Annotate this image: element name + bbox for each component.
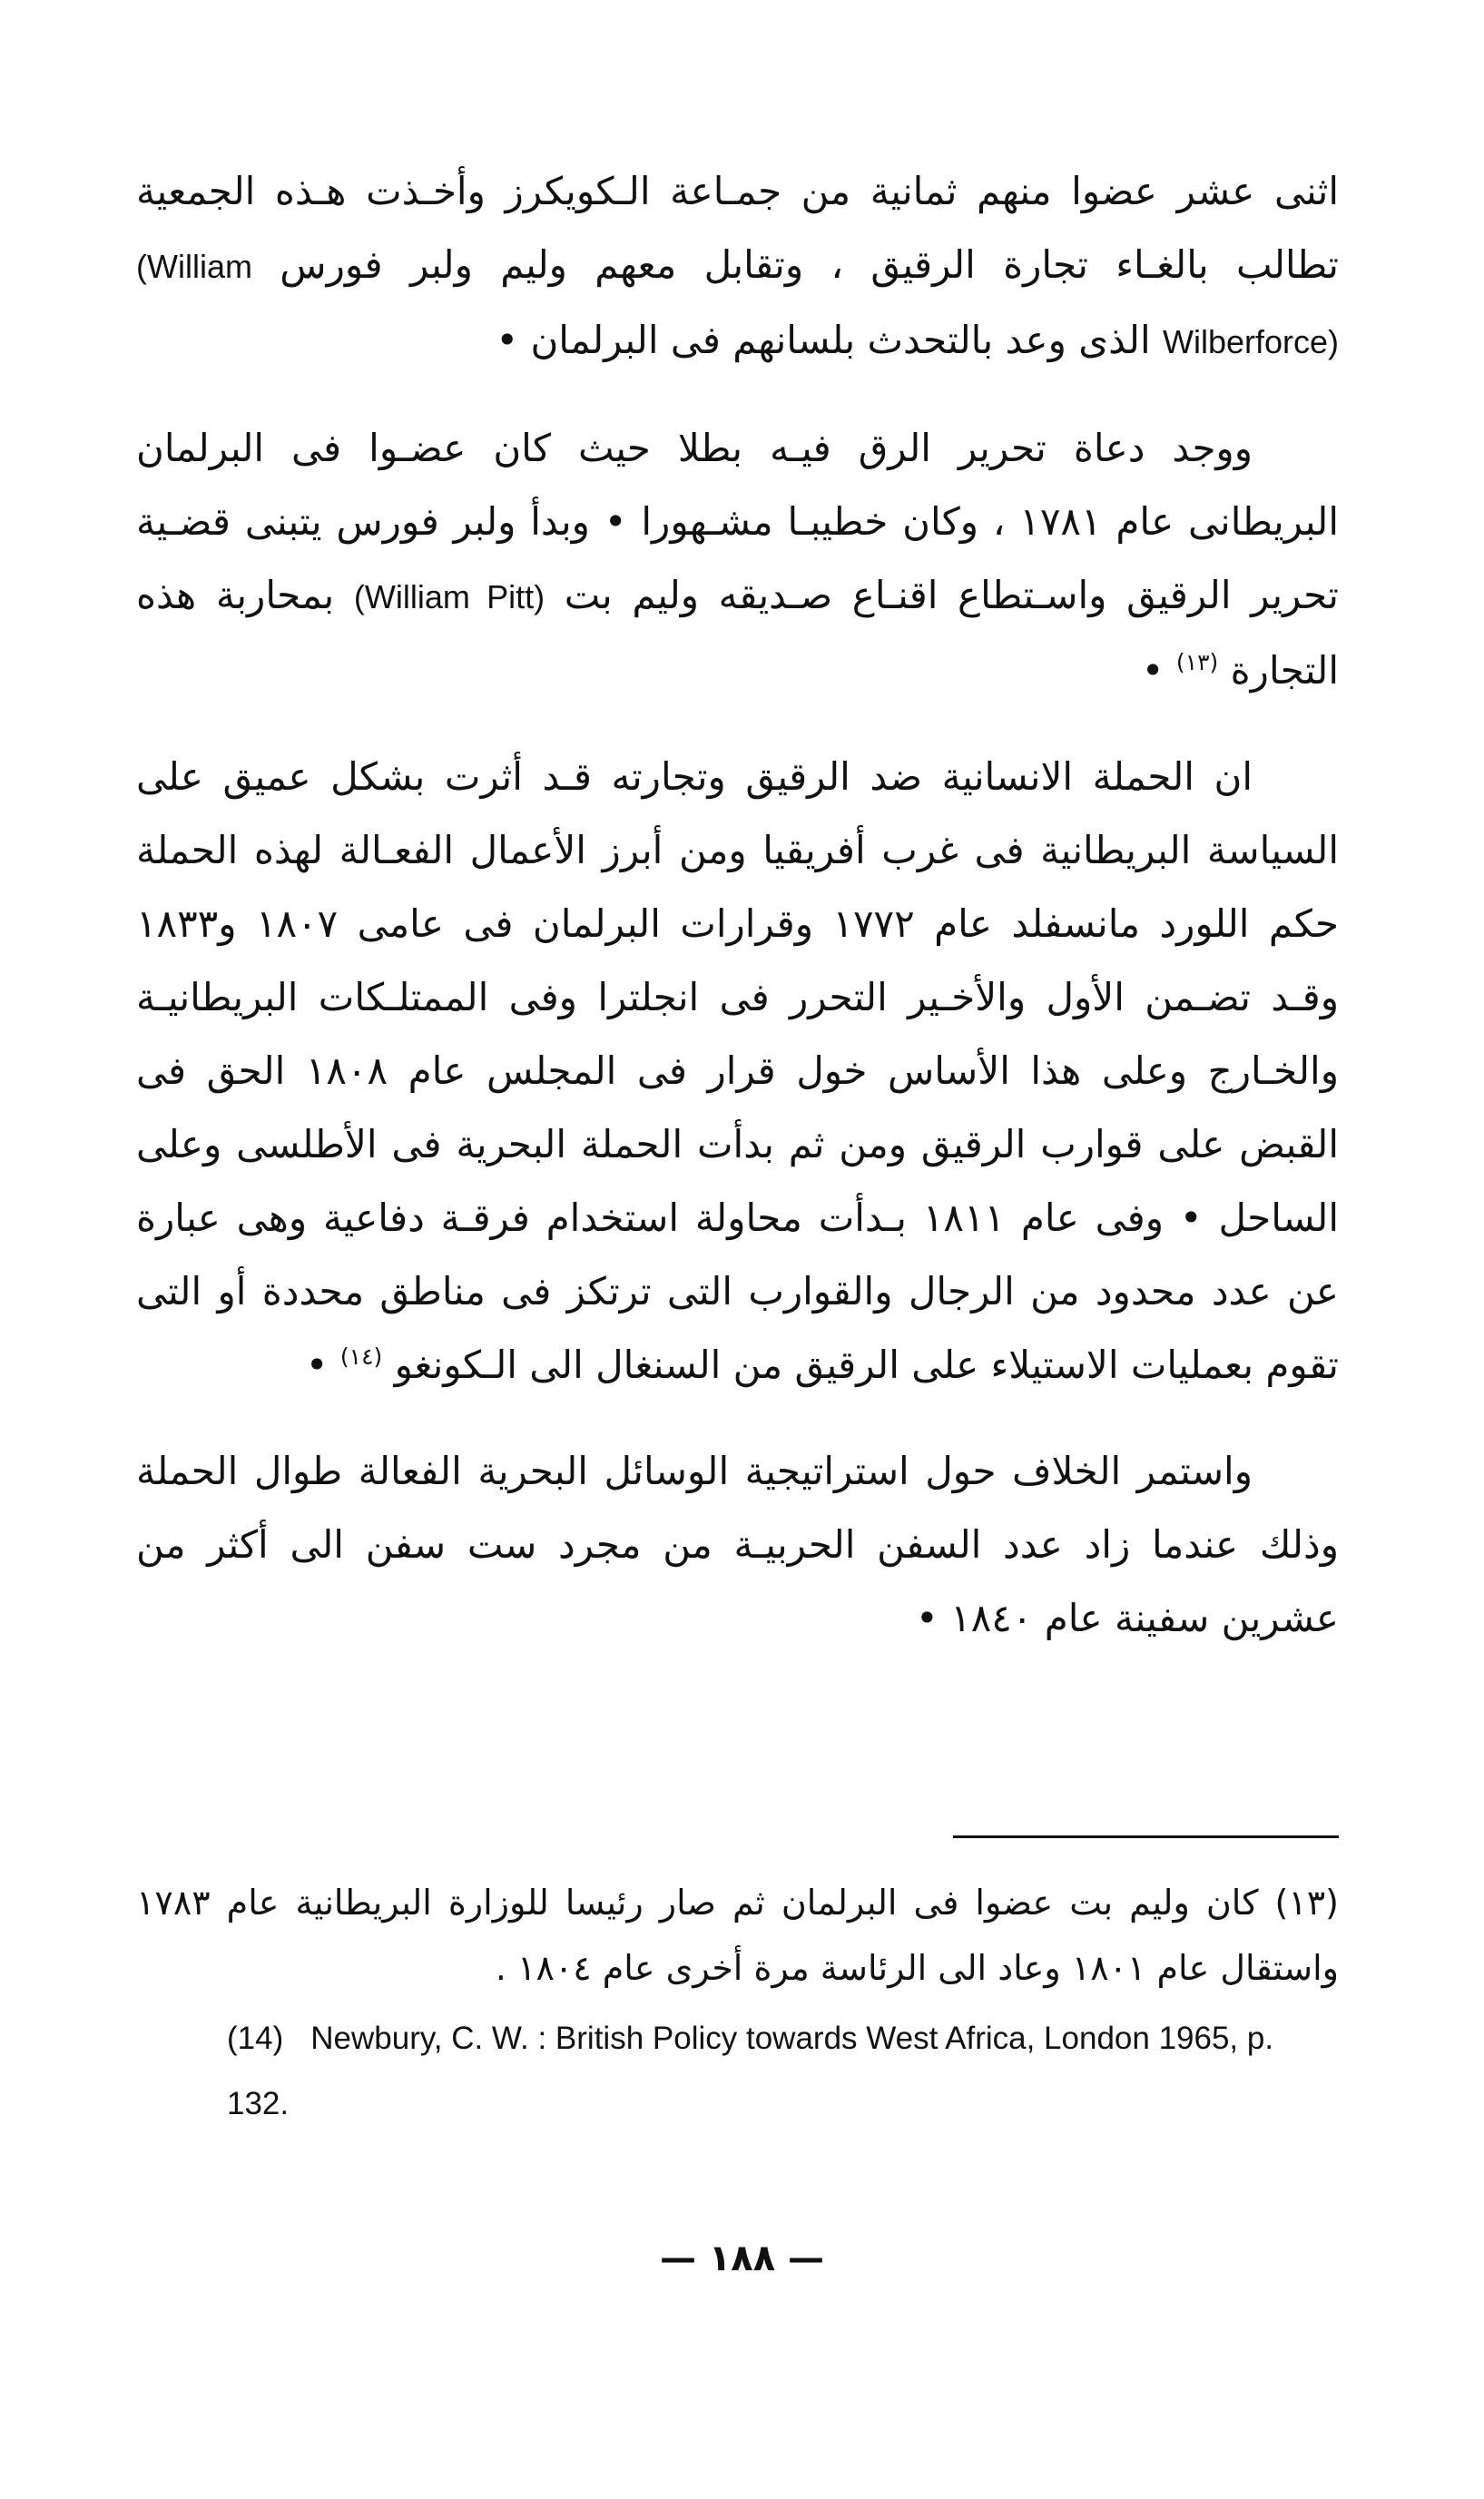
footnote-ref-14: (١٤) xyxy=(339,1343,383,1370)
paragraph-1 xyxy=(136,154,1339,379)
paragraph-3 xyxy=(136,740,1339,1402)
paragraph-1-text-end: الذى وعد بالتحدث بلسانهم فى البرلمان • xyxy=(496,318,1163,362)
footnotes xyxy=(136,1870,1339,2137)
footnote-14-number: (14) xyxy=(227,2021,284,2056)
footnote-13: (١٣) كان وليم بت عضوا فى البرلمان ثم صار رئيسا للوزارة البريطانية عام ١٧٨٣ واستقال عام ١٨٠١ وعاد الى الرئاسة مرة أخرى عام ١٨٠٤ . xyxy=(136,1883,1339,1988)
paragraph-4 xyxy=(136,1434,1339,1655)
paragraph-2 xyxy=(136,411,1339,707)
paragraph-3-text: ان الحملة الانسانية ضد الرقيق وتجارته قـد أثرت بشكل عميق على السياسة البريطانية فى غرب أفريقيا ومن أبرز الأعمال الفعـالة لهذه الحملة حكم اللورد مانسفلد عام ١٧٧٢ وقرارات البرلمان فى عامى ١٨٠٧ و١٨٣٣ وقـد تضـمن الأول والأخـير التحرر فى انجلترا وفى الممتلـكات البريطانيـة والخـارج وعلى هذا الأساس خول قرار فى المجلس عام ١٨٠٨ الحق فى القبض على قوارب الرقيق ومن ثم بدأت الحملة البحرية فى الأطلسى وعلى الساحل • وفى عام ١٨١١ بـدأت محاولة استخدام فرقـة دفاعية وهى عبارة عن عدد محدود من الرجال والقوارب التى ترتكز فى مناطق محددة أو التى تقوم بعمليات الاستيلاء على الرقيق من السنغال الى الـكونغو xyxy=(136,754,1339,1387)
footnote-14-text: Newbury, C. W. : British Policy towards West Africa, London 1965, p. 132. xyxy=(227,2021,1274,2121)
footnote-divider xyxy=(953,1835,1339,1838)
paragraph-2-text-end: بمحاربة هذه التجارة xyxy=(136,573,1339,693)
footnote-ref-13: (١٣) xyxy=(1175,649,1219,675)
paragraph-2-end-mark: • xyxy=(1141,648,1176,693)
latin-name-wilberforce: (William Wilberforce) xyxy=(136,248,1339,360)
paragraph-4-text: واستمر الخلاف حول استراتيجية الوسائل البحرية الفعالة طوال الحملة وذلك عندما زاد عدد السفن الحربيـة من مجرد ست سفن الى أكثر من عشرين سفينة عام ١٨٤٠ • xyxy=(136,1449,1339,1640)
paragraph-3-end-mark: • xyxy=(305,1343,340,1387)
footnote-14 xyxy=(136,2006,1339,2137)
latin-name-pitt: (William Pitt) xyxy=(353,578,545,615)
page-number: — ١٨٨ — xyxy=(659,2238,825,2279)
page-body xyxy=(136,154,1339,1655)
paragraph-1-text: اثنى عشر عضوا منهم ثمانية من جمـاعة الـكويكرز وأخـذت هـذه الجمعية تطالب بالغـاء تجارة الرقيق ، وتقابل معهم وليم ولبر فورس xyxy=(136,169,1339,287)
paragraph-2-text: ووجد دعاة تحرير الرق فيـه بطلا حيث كان عضـوا فى البرلمان البريطانى عام ١٧٨١ ، وكان خطيبـا مشـهورا • وبدأ ولبر فورس يتبنى قضـية تحرير الرقيق واسـتطاع اقنـاع صـديقه وليم بت xyxy=(136,426,1339,617)
